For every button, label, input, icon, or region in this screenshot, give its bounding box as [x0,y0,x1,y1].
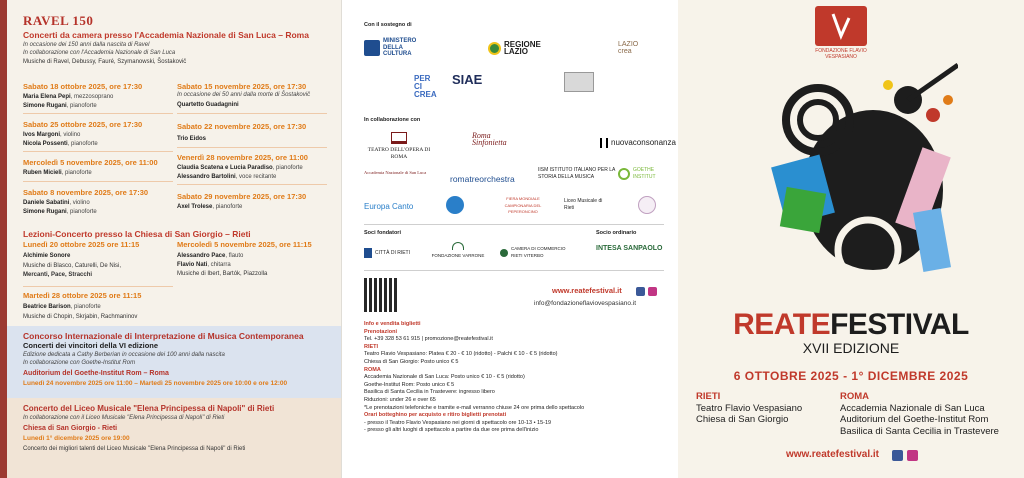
performer: Nicola Possenti [23,140,68,147]
event-date: Sabato 29 novembre 2025, ore 17:30 [177,192,307,201]
role: , pianoforte [67,140,98,147]
performer: Flavio Nati [177,261,208,268]
liceo-title: Concerto del Liceo Musicale "Elena Principessa di Napoli" di Rieti [23,404,275,413]
event-date: Martedì 28 ottobre 2025 ore 11:15 [23,291,142,300]
website-link[interactable]: www.reatefestival.it [552,286,622,295]
arch-icon [452,242,464,250]
liceo-box [7,398,341,478]
concerti-title: Concerti da camera presso l'Accademia Nazionale di San Luca – Roma [23,30,309,40]
performer: Daniele Sabatini [23,200,70,206]
lezione-2 [177,240,327,278]
event-3 [23,158,173,178]
role: , pianoforte [66,208,97,215]
venue: Teatro Flavio Vespasiano [696,402,803,414]
concerti-subtitle-2: In collaborazione con l'Accademia Nazionale di San Luca [23,50,176,56]
info-title: Info e vendita biglietti [364,321,421,327]
divider [23,286,173,287]
head-logo [446,196,464,214]
rieti-price-line: Teatro Flavio Vespasiano: Platea € 20 - € 10 (ridotto) - Palchi € 10 - € 5 (ridotto) [364,351,558,358]
roma-sinfonietta-label: Roma Sinfonietta [472,131,507,147]
nuova-consonanza-logo [600,138,676,148]
fiera-logo [500,196,546,216]
prenotazioni-title: Prenotazioni [364,328,398,335]
concorso-info-1: Edizione dedicata a Cathy Berberian in occasione dei 100 anni dalla nascita [23,352,225,358]
performer: Axel Trolese [177,204,213,210]
nuova-label: nuovaconsonanza [611,137,676,147]
instagram-icon[interactable] [648,287,657,296]
event-date: Sabato 22 novembre 2025, ore 17:30 [177,122,307,131]
image-icon [564,72,594,92]
ministero-icon [364,40,380,56]
right-panel [678,0,1024,478]
performer: Alchimie Sonore [23,253,71,259]
varrone-label: FONDAZIONE VARRONE [431,253,485,258]
concorso-title: Concorso Internazionale di Interpretazione di Musica Contemporanea [23,331,304,341]
sostegno-label: Con il sostegno di [364,22,412,28]
seal-icon [638,196,656,214]
qr-code-icon[interactable] [364,278,398,312]
roma-price-line: Accademia Nazionale di San Luca: Posto unico € 10 - € 5 (ridotto) [364,374,525,381]
prenotazioni-line: Tel. +39 328 53 61 915 | promozione@reatefestival.it [364,336,493,343]
soci-label: Soci fondatori [364,230,401,236]
event-note: In occasione dei 50 anni dalla morte di Šostakovič [177,92,311,98]
role: , pianoforte [212,204,243,210]
lezioni-title: Lezioni-Concerto presso la Chiesa di San Giorgio – Rieti [23,229,251,239]
divider [177,147,327,148]
teatro-opera-logo [364,132,434,160]
performer: Alessandro Bartolini [177,173,236,180]
romatre-label: romatreorchestra [450,174,515,184]
festival-brand [678,310,1024,356]
regione-icon [488,42,501,55]
role: , violino [60,132,81,138]
intesa-label: INTESA SANPAOLO [596,245,663,252]
orari-title: Orari botteghino per acquisto e ritiro biglietti prenotati [364,412,507,419]
performer: Simone Rugani [23,208,67,215]
percrea-label: PER CI CREA [414,74,437,99]
event-date: Sabato 8 novembre 2025, ore 17:30 [23,188,149,197]
liceo-place: Chiesa di San Giorgio - Rieti [23,425,118,432]
percrea-logo [414,75,440,99]
event-date: Sabato 15 novembre 2025, ore 17:30 [177,82,307,91]
brand-reate: REATE [733,308,831,341]
varrone-logo [428,242,488,260]
role: , chitarra [207,261,231,268]
performer: Quartetto Guadagnini [177,102,239,108]
venue: Basilica di Santa Cecilia in Trastevere [840,425,999,437]
performer: Maria Elena Pepi [23,94,71,100]
chamber-icon [500,249,508,257]
role: , violino [69,200,90,206]
siae-label: SIAE [452,72,483,87]
citta-label: CITTÀ DI RIETI [375,249,410,256]
roma-sinfonietta-logo [472,133,522,146]
event-5 [177,82,327,110]
divider [23,113,173,114]
performer: Claudia Scatena e Lucia Paradiso [177,165,273,171]
camera-label: CAMERA DI COMMERCIO RIETI VITERBO [511,246,566,258]
theatre-icon [391,132,407,144]
roma-venues [840,391,999,437]
liceo-description: Concerto dei migliori talenti del Liceo Musicale "Elena Principessa di Napoli" di Rieti [23,446,246,452]
liceo-logo [564,198,610,211]
city-name: ROMA [840,391,870,402]
rieti-prices-title: RIETI [364,343,379,350]
divider [23,151,173,152]
website-link[interactable]: www.reatefestival.it [786,449,879,460]
divider [364,270,664,271]
lezione-3 [23,291,173,321]
small-round-logo [638,196,656,214]
musiche: Musiche di Ibert, Bartók, Piazzolla [177,271,268,277]
ministero-logo [364,38,444,58]
email-link[interactable]: info@fondazioneflaviovespasiano.it [534,300,636,307]
rieti-price-line: Chiesa di San Giorgio: Posto unico € 5 [364,358,459,365]
concerti-subtitle-1: In occasione dei 150 anni dalla nascita di Ravel [23,42,150,48]
brand-festival: FESTIVAL [830,308,969,341]
liceo-label: Liceo Musicale di Rieti [564,198,603,211]
orari-line: - presso gli altri luoghi di spettacolo a partire da due ore prima dell'inizio [364,427,539,434]
head-icon [446,196,464,214]
teatro-label: TEATRO DELL'OPERA DI ROMA [367,147,431,160]
fondazione-mark-icon [815,6,867,46]
instagram-icon[interactable] [907,450,918,461]
roma-price-line: Goethe-Institut Rom: Posto unico € 5 [364,381,455,388]
fondazione-label: FONDAZIONE FLAVIO VESPASIANO [815,48,867,60]
europa-canto-logo [364,204,413,211]
role: , pianoforte [61,170,92,176]
orari-line: - presso il Teatro Flavio Vespasiano nei giorni di spettacolo ore 10-13 • 15-19 [364,419,552,426]
venue: Chiesa di San Giorgio [696,414,789,425]
laziocrea-logo [618,42,644,55]
concorso-place: Auditorium del Goethe-Institut Rom – Roma [23,370,169,377]
divider [23,181,173,182]
event-7 [177,153,327,181]
event-8 [177,192,327,212]
accademia-logo [364,170,442,177]
ravel-title: RAVEL 150 [23,13,94,28]
collaborazione-label: In collaborazione con [364,117,421,123]
goethe-logo [618,167,661,180]
event-4 [23,188,173,216]
bars-icon [600,138,608,148]
romatre-logo [450,176,515,183]
socio-ordinario-label: Socio ordinario [596,230,637,236]
divider [177,113,327,114]
role: , mezzosoprano [70,94,114,100]
lezione-1 [23,240,173,279]
role: , pianoforte [66,102,97,109]
rieti-venues [696,391,802,426]
concorso-dates: Lunedì 24 novembre 2025 ore 11:00 – Martedì 25 novembre 2025 ore 10:00 e ore 12:00 [23,380,288,387]
ministero-label: MINISTERO DELLA CULTURA [383,38,417,57]
role: , pianoforte [272,165,303,171]
info-section [364,321,664,435]
musiche: Musiche di Chopin, Skrjabin, Rachmaninov [23,313,138,320]
riduzioni-line: Riduzioni: under 26 e over 65 [364,396,436,403]
role: , voce recitante [235,173,277,180]
liceo-info: In collaborazione con il Liceo Musicale "Elena Principessa di Napoli" di Rieti [23,415,225,421]
goethe-label: GOETHE INSTITUT [633,167,656,180]
event-1 [23,82,173,110]
intesa-logo [596,246,663,253]
crest-icon [364,248,372,258]
fondazione-logo [815,6,867,46]
iism-label: IISM ISTITUTO ITALIANO PER LA STORIA DELLA MUSICA [538,167,616,180]
facebook-icon[interactable] [892,450,903,461]
musiche: Mercanti, Pace, Stracchi [23,271,93,278]
event-date: Lunedì 20 ottobre 2025 ore 11:15 [23,240,140,249]
concorso-box [7,326,341,398]
left-edge-stripe [0,0,7,478]
goethe-icon [618,168,630,180]
roma-price-line: Basilica di Santa Cecilia in Trastevere: ingresso libero [364,389,495,396]
event-6 [177,122,327,144]
performer: Ivos Margoni [23,132,61,138]
concorso-info-2: In collaborazione con Goethe-Institut Rom [23,360,136,366]
regione-logo [488,42,544,55]
citta-rieti-logo [364,248,410,258]
divider [364,224,664,225]
middle-panel [341,0,678,478]
camera-commercio-logo [500,246,570,259]
venue: Auditorium del Goethe-Institut Rom [840,414,989,425]
concorso-subtitle: Concerti dei vincitori della VI edizione [23,341,159,350]
role: , pianoforte [70,304,101,310]
festival-artwork-icon [758,60,958,310]
europa-label: Europa Canto [364,202,414,211]
partner-thumbnail [564,72,594,92]
festival-dates: 6 OTTOBRE 2025 - 1° DICEMBRE 2025 [733,369,969,383]
roma-prices-title: ROMA [364,366,381,373]
event-date: Mercoledì 5 novembre 2025, ore 11:15 [177,240,312,249]
event-date: Venerdì 28 novembre 2025, ore 11:00 [177,153,308,162]
accademia-label: Accademia Nazionale di San Luca [364,170,427,175]
siae-logo [452,72,483,87]
role: , flauto [225,253,244,259]
event-date: Sabato 18 ottobre 2025, ore 17:30 [23,82,143,91]
fiera-label: FIERA MONDIALE CAMPIONARIA DEL PEPERONCINO [504,196,542,214]
event-date: Mercoledì 5 novembre 2025, ore 11:00 [23,158,158,167]
venue: Accademia Nazionale di San Luca [840,402,985,414]
performer: Alessandro Pace [177,253,226,259]
city-name: RIETI [696,391,721,402]
performer: Simone Rugani [23,102,67,109]
concerti-musiche: Musiche di Ravel, Debussy, Fauré, Szymanowski, Šostakovič [23,59,187,65]
divider [177,184,327,185]
edizione-label: XVII EDIZIONE [802,340,900,356]
performer: Ruben Micieli [23,170,62,176]
liceo-date: Lunedì 1° dicembre 2025 ore 19:00 [23,435,130,442]
note-line: *Le prenotazioni telefoniche e tramite e-mail verranno chiuse 24 ore prima dello spettacolo [364,404,585,411]
musiche: Musiche di Blasco, Caturelli, De Nisi, [23,262,122,269]
facebook-icon[interactable] [636,287,645,296]
laziocrea-label: LAZIO crea [618,41,639,55]
performer: Beatrice Barison [23,304,71,310]
performer: Trio Eidos [177,136,207,142]
regione-label: REGIONE LAZIO [504,40,541,56]
iism-logo [538,167,628,180]
event-2 [23,120,173,148]
event-date: Sabato 25 ottobre 2025, ore 17:30 [23,120,143,129]
